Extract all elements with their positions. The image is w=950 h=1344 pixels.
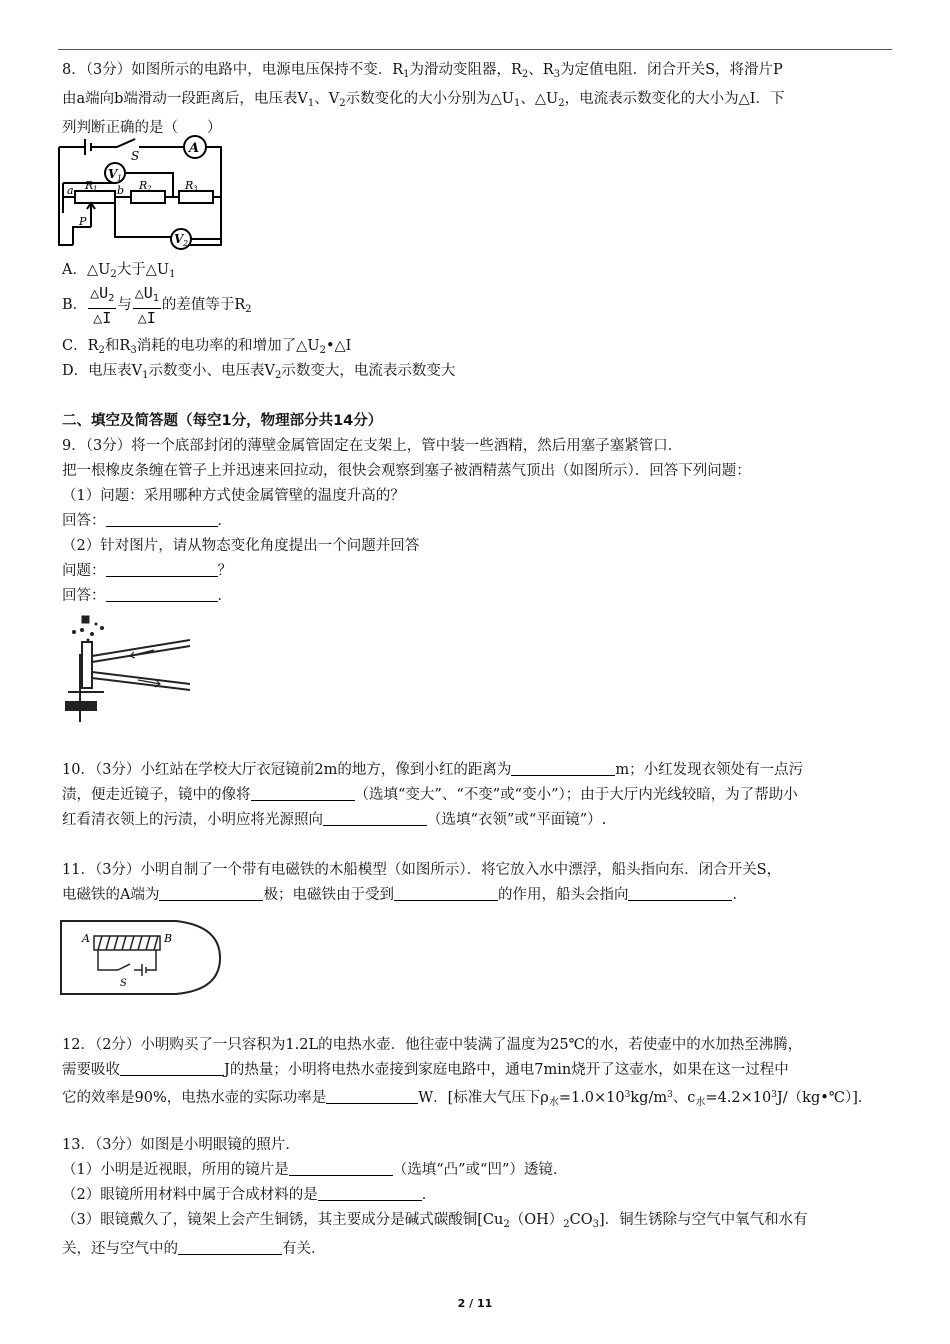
q10-blank-light-target[interactable] (323, 809, 427, 826)
q13-blank-synthetic-material[interactable] (318, 1184, 422, 1201)
q12-stem: 12．（2分）小明购买了一只容积为1.2L的电热水壶．他往壶中装满了温度为25℃的水，若使壶中的水加热至沸腾， 需要吸收 J的热量；小明将电热水壶接到家庭电路中，通电7min烧开了这壶水，如果在这一过程中 它的效率是90%，电热水壶的实际功率是 W．[标准大气压下$\rho_水=1.0\times 10^3kg/m^3$、$c_水=4.2\times 10^3J/(kg•℃)$]． (62, 1037, 873, 1108)
r3-label: R (185, 179, 194, 192)
terminal-a-label: a (67, 184, 74, 197)
ammeter-label: A (189, 141, 200, 156)
voltmeter1-label: V (108, 167, 118, 181)
voltmeter2-sub: 2 (183, 239, 189, 248)
q9-answer1-blank[interactable] (106, 510, 218, 527)
q10-blank-image-distance[interactable] (511, 759, 615, 776)
r2-label: R (139, 179, 148, 192)
q9-stem: 9．（3分）将一个底部封闭的薄壁金属管固定在支架上，管中装一些酒精，然后用塞子塞紧管口． 把一根橡皮条缠在管子上并迅速来回拉动，很快会观察到塞子被酒精蒸气顶出（如图所示）．回答下列问题： （1）问题：采用哪种方式使金属管壁的温度升高的？ 回答： ． （2）针对图片，请从物态变化角度提出一个问题并回答 问题： ？ 回答： ． (62, 438, 751, 604)
q8-option-d: D．电压表$V_1$示数变小、电压表$V_2$示数变大，电流表示数变大 (62, 363, 456, 381)
q9-answer2-blank[interactable] (106, 585, 218, 602)
r2-sub: 2 (147, 185, 152, 193)
q13-blank-lens-type[interactable] (289, 1159, 393, 1176)
q11-boat-figure (58, 918, 228, 998)
q8-option-c: C．$R_2$和$R_3$消耗的电功率的和增加了$\triangle U_2•\triangle I$ (62, 338, 352, 356)
q11-blank-pole[interactable] (159, 884, 263, 901)
q9-question2-blank[interactable] (106, 560, 218, 577)
q12-blank-power[interactable] (326, 1087, 418, 1104)
q8-circuit-diagram (55, 135, 235, 253)
boat-switch-label: S (120, 978, 127, 989)
q13-blank-air-component[interactable] (178, 1238, 282, 1255)
electromagnet-end-b-label: B (164, 932, 173, 945)
q8-option-b: B． $\frac{\triangle U_2}{\triangle I}$ 与 $\frac{\triangle U_1}{\triangle I}$ 的差值等于$R_2$ (62, 283, 252, 327)
terminal-b-label: b (117, 184, 125, 197)
q10-blank-image-size[interactable] (251, 784, 355, 801)
q11-blank-direction[interactable] (628, 884, 732, 901)
page-number: 2 / 11 (457, 1297, 493, 1310)
voltmeter2-label: V (174, 232, 184, 246)
q11-stem: 11．（3分）小明自制了一个带有电磁铁的木船模型（如图所示）．将它放入水中漂浮，船头指向东．闭合开关S， 电磁铁的A端为 极；电磁铁由于受到 的作用，船头会指向 ． (62, 862, 782, 903)
fraction-du1-di: $\frac{\triangle U_1}{\triangle I}$ (134, 283, 159, 327)
switch-label: S (131, 149, 140, 163)
r3-sub: 3 (193, 185, 198, 193)
q12-blank-heat[interactable] (120, 1059, 224, 1076)
r1-sub: 1 (93, 185, 98, 193)
q8-option-a: A．$\triangle U_2$大于$\triangle U_1$ (62, 262, 176, 280)
q11-blank-force[interactable] (394, 884, 498, 901)
section2-title: 二、填空及简答题（每空1分，物理部分共14分） (62, 413, 383, 429)
r1-label: R (85, 179, 94, 192)
header-rule (58, 49, 892, 50)
q10-stem: 10．（3分）小红站在学校大厅衣冠镜前2m的地方，像到小红的距离为 m；小红发现衣领处有一点污 渍，便走近镜子，镜中的像将 （选填“变大”、“不变”或“变小”）；由于大厅内光线较暗，为了帮助小 红看清衣领上的污渍，小明应将光源照向 （选填“衣领”或“平面镜”）. (62, 758, 892, 833)
q9-metal-tube-figure (60, 612, 195, 730)
slider-p-label: P (79, 215, 87, 228)
voltmeter1-sub: 1 (117, 174, 123, 183)
fraction-du2-di: $\frac{\triangle U_2}{\triangle I}$ (90, 283, 115, 327)
q8-stem: 8．（3分）如图所示的电路中，电源电压保持不变．$R_1$为滑动变阻器，$R_2$、$R_3$为定值电阻．闭合开关S，将滑片P 由a端向b端滑动一段距离后，电压表$V_1$、$V_2$示数变化的大小分别为$\triangle U_1$、$\triangle U_2$，电流表示数变化的大小为△I．下 列判断正确的是（ ） (62, 62, 785, 136)
q13-stem: 13．（3分）如图是小明眼镜的照片． （1）小明是近视眼，所用的镜片是 （选填“凸”或“凹”）透镜． （2）眼镜所用材料中属于合成材料的是 ． （3）眼镜戴久了，镜架上会产生铜锈，其主要成分是碱式碳酸铜$[Cu_2(OH)_2CO_3]$．铜生锈除与空气中氧气和水有 关，还与空气中的 有关． (62, 1137, 808, 1257)
electromagnet-end-a-label: A (82, 932, 90, 945)
